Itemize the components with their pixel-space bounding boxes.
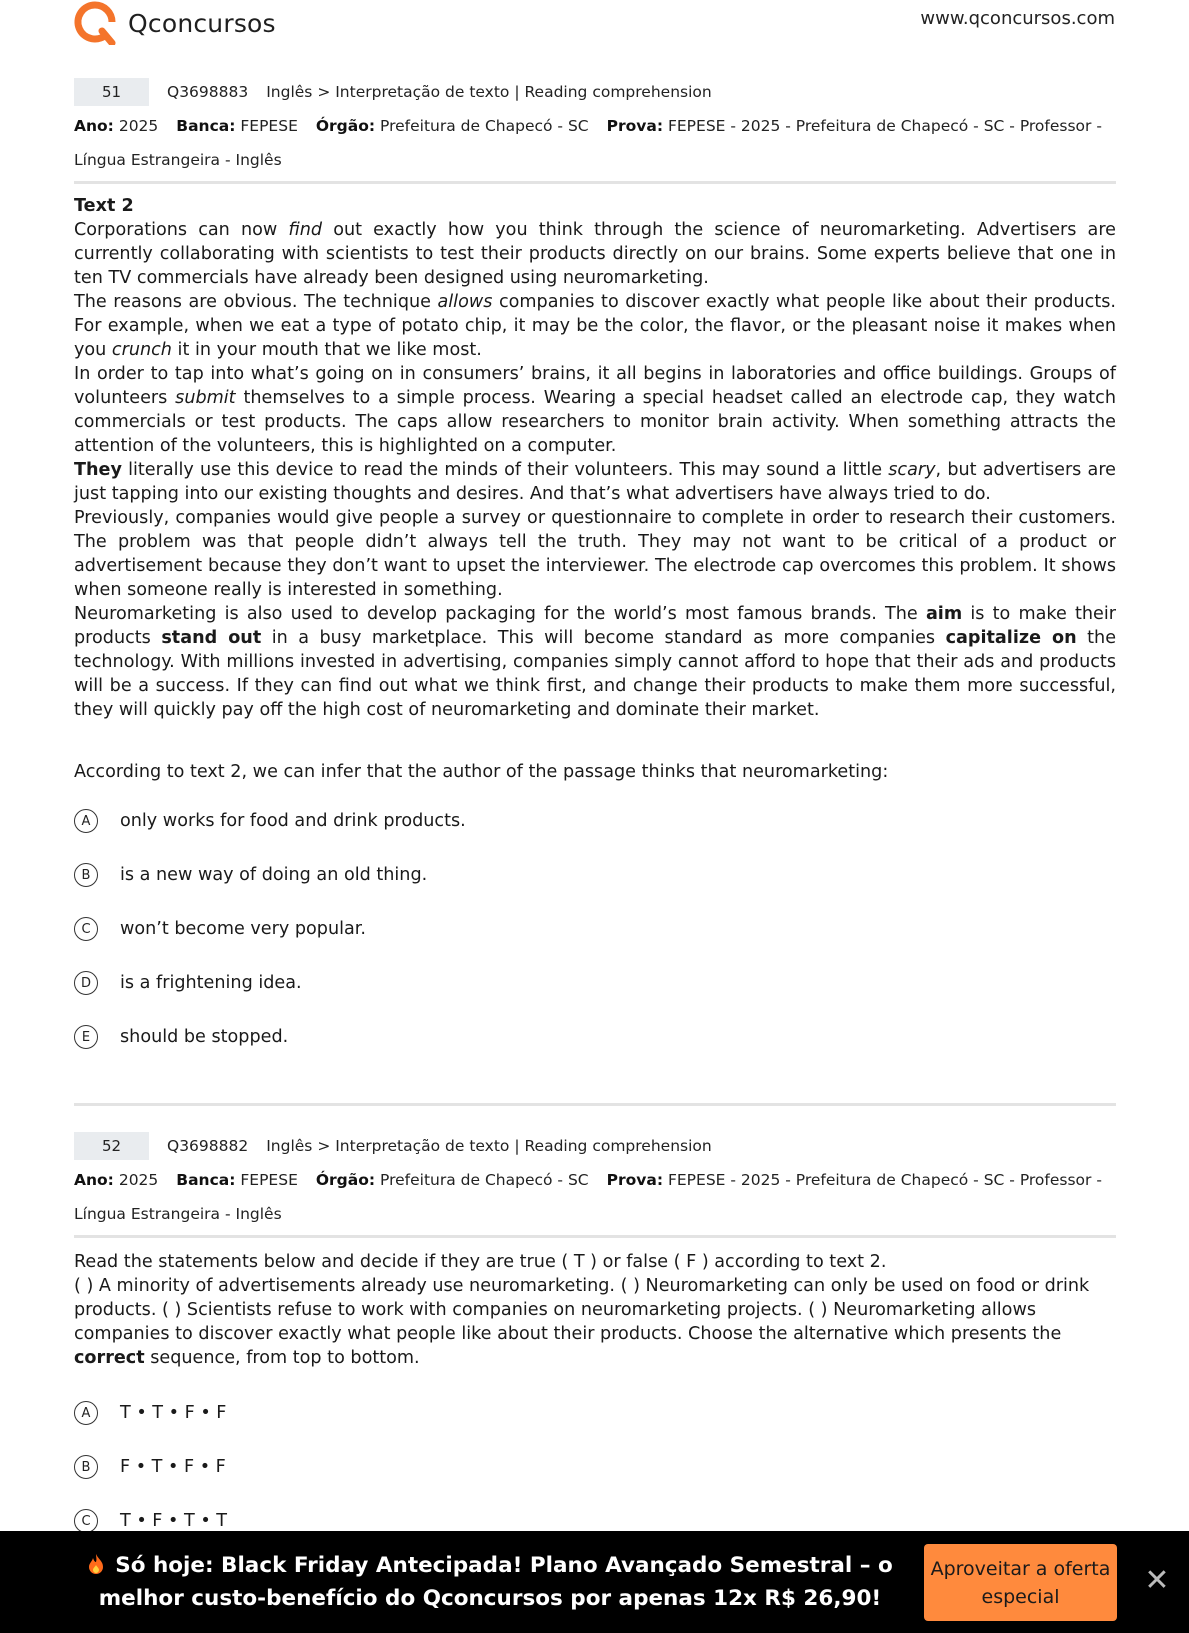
offer-button[interactable]: Aproveitar a oferta especial bbox=[924, 1544, 1117, 1621]
divider bbox=[74, 181, 1116, 184]
fire-icon bbox=[87, 1549, 105, 1582]
logo-text: Qconcursos bbox=[128, 8, 276, 38]
qconcursos-logo-icon bbox=[74, 1, 116, 45]
option-d[interactable] bbox=[74, 956, 1116, 1010]
option-letter-icon[interactable]: D bbox=[74, 971, 98, 995]
prompt-line: Read the statements below and decide if they are true ( T ) or false ( F ) according to text 2. bbox=[74, 1252, 887, 1272]
prompt-statements: ( ) A minority of advertisements already use neuromarketing. ( ) Neuromarketing can only be used on food or drink products. ( ) Scientists refuse to work with companies on neuromarketing projects. ( ) Neuromarketing allows companies to discover exactly what people like about their products. Choose the alternative which presents the correct sequence, from top to bottom. bbox=[74, 1276, 1090, 1368]
orgao-label: Órgão: bbox=[315, 1171, 376, 1189]
orgao-label: Órgão: bbox=[315, 117, 376, 135]
prova-label: Prova: bbox=[606, 1171, 664, 1189]
orgao-value: Prefeitura de Chapecó - SC bbox=[380, 1171, 589, 1189]
paragraph-4: They literally use this device to read the minds of their volunteers. This may sound a little scary, but advertisers are just tapping into our existing thoughts and desires. And that’s what advertisers have always tried to do. bbox=[74, 460, 1116, 504]
answer-options bbox=[74, 794, 1116, 1064]
support-text bbox=[74, 194, 1116, 722]
prova-value: FEPESE - 2025 - Prefeitura de Chapecó - SC - Professor - Língua Estrangeira - Inglês bbox=[74, 1171, 1102, 1223]
option-letter-icon[interactable]: A bbox=[74, 1401, 98, 1425]
question-id[interactable]: Q3698883 bbox=[167, 83, 249, 101]
paragraph-3: In order to tap into what’s going on in consumers’ brains, it all begins in laboratories and office buildings. Groups of volunteers submit themselves to a simple process. Wearing a special headset called an electrode cap, they watch commercials or test products. The caps allow researchers to monitor brain activity. When something attracts the attention of the volunteers, this is highlighted on a computer. bbox=[74, 364, 1116, 456]
option-letter-icon[interactable]: B bbox=[74, 863, 98, 887]
option-b[interactable] bbox=[74, 1440, 1116, 1494]
option-e[interactable] bbox=[74, 1010, 1116, 1064]
page-header bbox=[74, 0, 1115, 50]
ano-label: Ano: bbox=[74, 117, 114, 135]
question-subject: Inglês > Interpretação de texto | Reading comprehension bbox=[266, 83, 712, 101]
option-b[interactable] bbox=[74, 848, 1116, 902]
option-letter-icon[interactable]: B bbox=[74, 1455, 98, 1479]
option-a[interactable] bbox=[74, 794, 1116, 848]
option-text: F • T • F • F bbox=[120, 1457, 226, 1477]
logo[interactable] bbox=[74, 0, 276, 46]
banca-value: FEPESE bbox=[240, 117, 298, 135]
promo-text: Só hoje: Black Friday Antecipada! Plano Avançado Semestral – o melhor custo-benefício do Qconcursos por apenas 12x R$ 26,90! bbox=[98, 1553, 893, 1611]
option-text: only works for food and drink products. bbox=[120, 811, 466, 831]
paragraph-2: The reasons are obvious. The technique allows companies to discover exactly what people like about their products. For example, when we eat a type of potato chip, it may be the color, the flavor, or the pleasant noise it makes when you crunch it in your mouth that we like most. bbox=[74, 292, 1116, 360]
question-id[interactable]: Q3698882 bbox=[167, 1137, 249, 1155]
answer-options bbox=[74, 1386, 1116, 1548]
ano-value: 2025 bbox=[118, 117, 159, 135]
paragraph-6: Neuromarketing is also used to develop packaging for the world’s most famous brands. The aim is to make their products stand out in a busy marketplace. This will become standard as more companies capitalize on the technology. With millions invested in advertising, companies simply cannot afford to hope that their ads and products will be a success. If they can find out what we think first, and change their products to make them more successful, they will quickly pay off the high cost of neuromarketing and dominate their market. bbox=[74, 604, 1117, 720]
option-text: won’t become very popular. bbox=[120, 919, 366, 939]
question-meta-row bbox=[74, 77, 1116, 107]
question-card bbox=[74, 77, 1116, 1064]
option-letter-icon[interactable]: A bbox=[74, 809, 98, 833]
promo-message bbox=[80, 1549, 900, 1615]
ano-value: 2025 bbox=[118, 1171, 159, 1189]
prova-label: Prova: bbox=[606, 117, 664, 135]
prova-value: FEPESE - 2025 - Prefeitura de Chapecó - SC - Professor - Língua Estrangeira - Inglês bbox=[74, 117, 1102, 169]
option-letter-icon[interactable]: E bbox=[74, 1025, 98, 1049]
question-number: 52 bbox=[74, 1132, 149, 1160]
promo-banner bbox=[0, 1531, 1189, 1633]
option-c[interactable] bbox=[74, 902, 1116, 956]
question-prompt: According to text 2, we can infer that the author of the passage thinks that neuromarketing: bbox=[74, 762, 889, 782]
banca-label: Banca: bbox=[176, 117, 236, 135]
ano-label: Ano: bbox=[74, 1171, 114, 1189]
question-meta-row bbox=[74, 1131, 1116, 1161]
option-a[interactable] bbox=[74, 1386, 1116, 1440]
text-title: Text 2 bbox=[74, 196, 134, 216]
question-prompt bbox=[74, 1250, 1116, 1370]
divider bbox=[74, 1235, 1116, 1238]
option-letter-icon[interactable]: C bbox=[74, 917, 98, 941]
orgao-value: Prefeitura de Chapecó - SC bbox=[380, 117, 589, 135]
close-icon[interactable]: ✕ bbox=[1144, 1563, 1170, 1598]
option-text: T • F • T • T bbox=[120, 1511, 228, 1531]
option-letter-icon[interactable]: C bbox=[74, 1509, 98, 1533]
site-url[interactable]: www.qconcursos.com bbox=[920, 8, 1115, 29]
question-number: 51 bbox=[74, 78, 149, 106]
option-text: should be stopped. bbox=[120, 1027, 289, 1047]
option-text: T • T • F • F bbox=[120, 1403, 227, 1423]
option-text: is a new way of doing an old thing. bbox=[120, 865, 428, 885]
paragraph-1: Corporations can now find out exactly how you think through the science of neuromarketing. Advertisers are currently collaborating with scientists to test their products directly on our brains. Some experts believe that one in ten TV commercials have already been designed using neuromarketing. bbox=[74, 220, 1116, 288]
question-info bbox=[74, 1163, 1116, 1231]
question-card bbox=[74, 1131, 1116, 1548]
banca-label: Banca: bbox=[176, 1171, 236, 1189]
paragraph-5: Previously, companies would give people a survey or questionnaire to complete in order to research their customers. The problem was that people didn’t always tell the truth. They may not want to be critical of a product or advertisement because they don’t want to upset the interviewer. The electrode cap overcomes this problem. It shows when someone really is interested in something. bbox=[74, 508, 1116, 600]
option-text: is a frightening idea. bbox=[120, 973, 302, 993]
question-subject: Inglês > Interpretação de texto | Reading comprehension bbox=[266, 1137, 712, 1155]
question-separator bbox=[74, 1103, 1116, 1106]
question-info bbox=[74, 109, 1116, 177]
banca-value: FEPESE bbox=[240, 1171, 298, 1189]
